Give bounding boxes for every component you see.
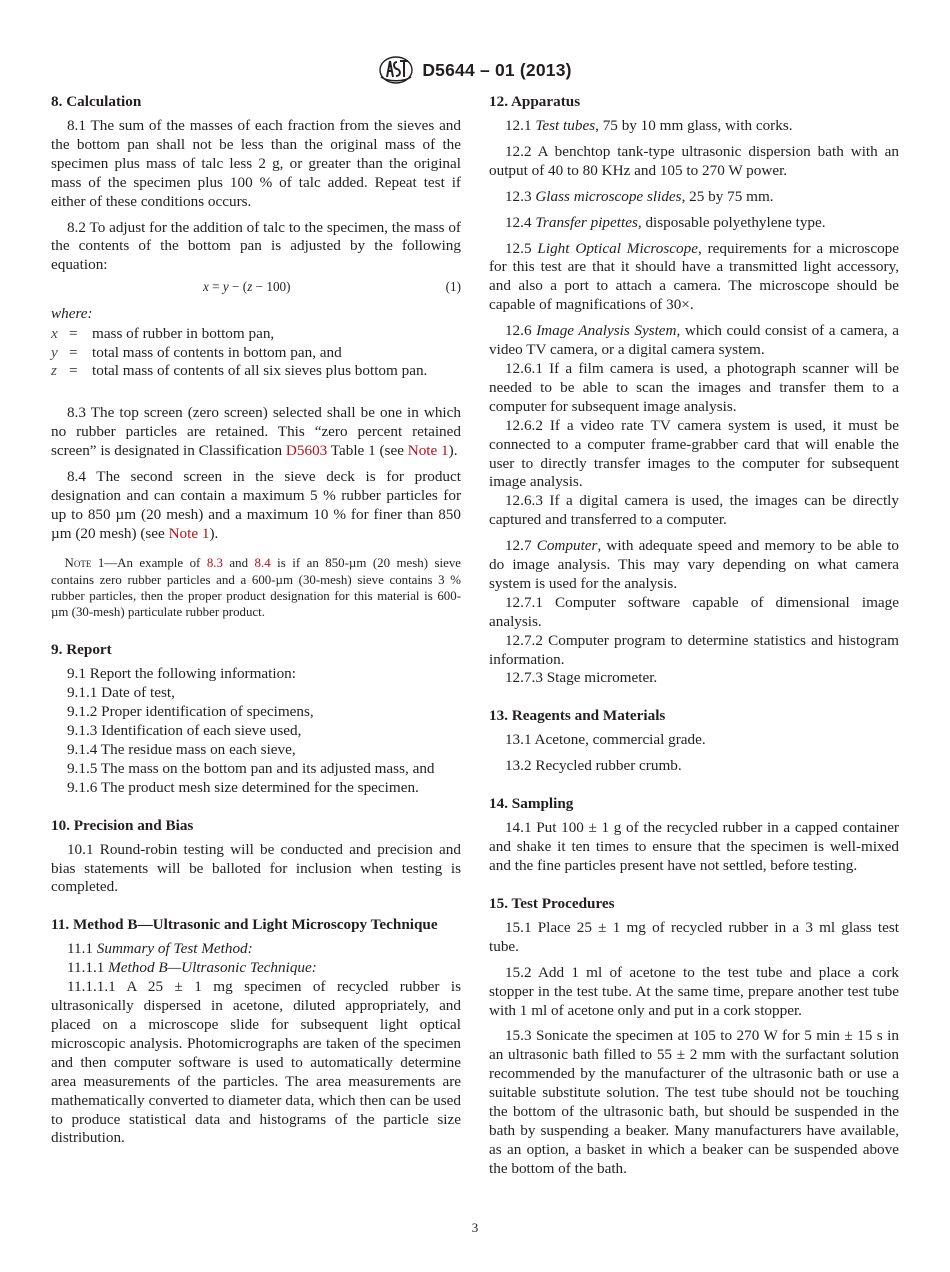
para-15-3: 15.3 Sonicate the specimen at 105 to 270 W for 5 min ± 15 s in an ultrasonic bath filled to 55 ± 2 mm with the surfactant solution recommended by the manufacturer of the ultrasonic bath or use a suitable substitute solution. The test tube should not be touching the bottom of the ultrasonic bath, but should be suspended in the bath by suspending a beaker. Many manufacturers have available, as an option, a basket in which a beaker can be suspended above the bottom of the bath. <box>489 1027 899 1177</box>
para-11-1-1: 11.1.1 Method B—Ultrasonic Technique: <box>66 959 317 977</box>
variable-definitions <box>51 325 461 380</box>
list-item: 9.1 Report the following information: <box>66 665 296 683</box>
link-8-4[interactable]: 8.4 <box>254 556 271 571</box>
para-11-1-1-1: 11.1.1.1 A 25 ± 1 mg specimen of recycled rubber is ultrasonically dispersed in acetone, diluted appropriately, and placed on a microscope slide for subsequent light optical microscopic analysis. Photomicrographs are taken of the specimen and then computer software is used to automatically determine area measurements of the particles. The area measurements are mathematically converted to diameter data, which then can be used to produce statistical data and histograms of the particle size distribution. <box>51 978 461 1147</box>
report-list <box>51 665 461 797</box>
para-12-1: 12.1 Test tubes, 75 by 10 mm glass, with corks. <box>504 117 793 134</box>
para-8-4: 8.4 The second screen in the sieve deck is for product designation and can contain a maximum 5 % rubber particles for up to 850 µm (20 mesh) and a maximum 10 % for finer than 850 µm (20 mesh) (see Note 1). <box>51 467 461 542</box>
list-item: 9.1.6 The product mesh size determined for the specimen. <box>66 778 419 796</box>
section-12-heading: 12. Apparatus <box>489 93 581 110</box>
link-note-1[interactable]: Note 1 <box>168 524 210 542</box>
para-12-7-3: 12.7.3 Stage micrometer. <box>504 669 658 687</box>
equation-number: (1) <box>445 279 461 295</box>
para-12-6-3: 12.6.3 If a digital camera is used, the images can be directly captured and transferred to a computer. <box>489 492 899 529</box>
para-12-4: 12.4 Transfer pipettes, disposable polyethylene type. <box>504 213 826 231</box>
definition-row: z = total mass of contents of all six sieves plus bottom pan. <box>51 361 428 379</box>
document-id: D5644 – 01 (2013) <box>422 59 572 80</box>
equation-1 <box>51 279 461 299</box>
para-12-6: 12.6 Image Analysis System, which could consist of a camera, a video TV camera, or a digital camera system. <box>489 322 900 359</box>
para-12-7-2: 12.7.2 Computer program to determine statistics and histogram information. <box>489 631 899 668</box>
note-1: Note 1—An example of 8.3 and 8.4 is if an 850-µm (20 mesh) sieve contains zero rubber particles and a 600-µm (30-mesh) sieve contains 3 % rubber particles, then the proper product designation for this material is 600-µm (30-mesh) particulate rubber product. <box>51 556 462 620</box>
para-15-2: 15.2 Add 1 ml of acetone to the test tube and place a cork stopper in the test tube. At the same time, prepare another test tube with 1 ml of acetone only and put in a cork stopper. <box>489 963 899 1019</box>
section-10-heading: 10. Precision and Bias <box>51 816 194 834</box>
para-12-3: 12.3 Glass microscope slides, 25 by 75 mm. <box>504 187 774 205</box>
section-9-heading: 9. Report <box>51 641 112 659</box>
list-item: 9.1.4 The residue mass on each sieve, <box>66 740 296 758</box>
para-13-1: 13.1 Acetone, commercial grade. <box>504 731 706 749</box>
definition-row: y = total mass of contents in bottom pan, and <box>51 343 342 361</box>
link-d5603[interactable]: D5603 <box>285 441 328 459</box>
para-12-7-1: 12.7.1 Computer software capable of dimensional image analysis. <box>489 593 899 630</box>
equation-expression: x = y − (z − 100) <box>203 279 291 295</box>
para-14-1: 14.1 Put 100 ± 1 g of the recycled rubber in a capped container and shake it ten times to ensure that the specimen is well-mixed and the fine particles present have not settled, before testing. <box>489 819 899 874</box>
section-11-heading: 11. Method B—Ultrasonic and Light Microscopy Technique <box>51 916 438 934</box>
definition-row: x = mass of rubber in bottom pan, <box>51 325 275 343</box>
link-8-3[interactable]: 8.3 <box>206 556 223 571</box>
para-12-2: 12.2 A benchtop tank-type ultrasonic dispersion bath with an output of 40 to 80 KHz and 105 to 270 W power. <box>489 142 899 179</box>
list-item: 9.1.3 Identification of each sieve used, <box>66 722 302 740</box>
para-12-5: 12.5 Light Optical Microscope, requirements for a microscope for this test are that it should have a transmitted light accessory, and also a port to attach a camera. The microscope should be capable of magnifications of 30×. <box>489 239 900 314</box>
where-label: where: <box>51 305 93 323</box>
para-10-1: 10.1 Round-robin testing will be conducted and precision and bias statements will be balloted for inclusion when testing is completed. <box>51 840 461 896</box>
para-8-3: 8.3 The top screen (zero screen) selected shall be one in which no rubber particles are retained. This “zero percent retained screen” is designated in Classification D5603 Table 1 (see Note 1). <box>51 404 461 459</box>
para-13-2: 13.2 Recycled rubber crumb. <box>504 757 682 775</box>
para-15-1: 15.1 Place 25 ± 1 mg of recycled rubber in a 3 ml glass test tube. <box>489 918 899 955</box>
astm-logo-icon <box>378 55 414 85</box>
section-13-heading: 13. Reagents and Materials <box>489 707 666 725</box>
left-column <box>51 92 461 1155</box>
list-item: 9.1.5 The mass on the bottom pan and its adjusted mass, and <box>66 759 435 777</box>
para-12-6-1: 12.6.1 If a film camera is used, a photograph scanner will be needed to be able to scan the images and transfer them to a computer for subsequent image analysis. <box>489 359 899 415</box>
para-8-2: 8.2 To adjust for the addition of talc to the specimen, the mass of the contents of the bottom pan is adjusted by the following equation: <box>51 218 461 274</box>
para-12-6-2: 12.6.2 If a video rate TV camera system is used, it must be connected to a computer frame-grabber card that will enable the user to directly transfer images to the computer for subsequent image analysis. <box>489 416 899 491</box>
section-8-heading: 8. Calculation <box>51 93 142 110</box>
list-item: 9.1.2 Proper identification of specimens, <box>66 703 314 721</box>
page-number: 3 <box>471 1220 479 1235</box>
para-11-1: 11.1 Summary of Test Method: <box>66 940 253 958</box>
para-12-7: 12.7 Computer, with adequate speed and memory to be able to do image analysis. This may vary depending on what camera system is used for the analysis. <box>489 537 900 592</box>
para-8-1: 8.1 The sum of the masses of each fraction from the sieves and the bottom pan shall not be less than the original mass of the specimen plus mass of talc less 2 g, or greater than the original mass of the specimen plus 100 % of talc added. Repeat test if either of these conditions occurs. <box>51 117 461 210</box>
right-column <box>489 92 899 1186</box>
link-note-1[interactable]: Note 1 <box>407 441 449 459</box>
page-header <box>0 55 950 85</box>
section-15-heading: 15. Test Procedures <box>489 894 615 912</box>
list-item: 9.1.1 Date of test, <box>66 684 175 702</box>
section-14-heading: 14. Sampling <box>489 795 574 813</box>
